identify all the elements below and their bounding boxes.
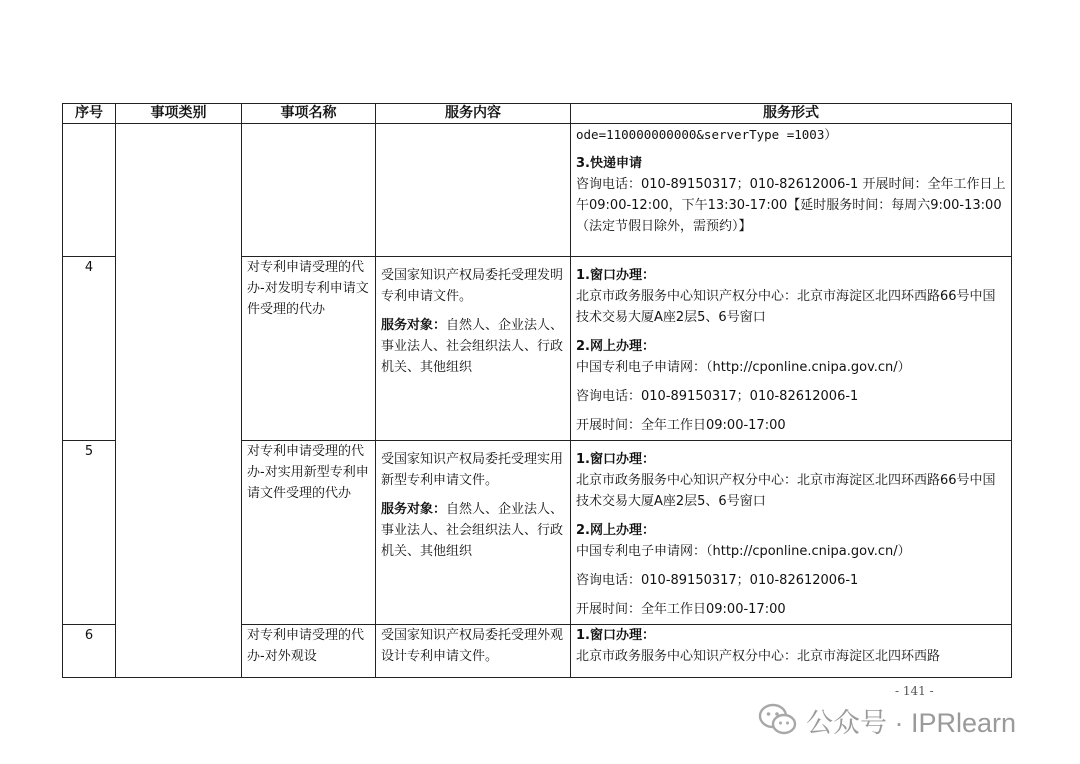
paragraph-gap <box>576 407 1006 415</box>
service-form-heading: 1.窗口办理： <box>576 452 655 467</box>
cell-item-name: 对专利申请受理的代办-对实用新型专利申请文件受理的代办 <box>242 441 376 625</box>
cell-item-name: 对专利申请受理的代办-对发明专利申请文件受理的代办 <box>242 257 376 441</box>
cell-seq: 4 <box>63 257 116 441</box>
service-form-heading: 1.窗口办理： <box>576 268 655 283</box>
cell-category <box>116 124 242 678</box>
cell-seq: 6 <box>63 625 116 678</box>
cell-service-form <box>571 441 1012 625</box>
service-form-heading: 2.网上办理： <box>576 339 655 354</box>
service-form-text: 咨询电话：010-89150317；010-82612006-1 <box>576 389 859 404</box>
table-row-continued <box>63 124 1012 257</box>
paragraph-gap <box>576 562 1006 570</box>
cell-service-content <box>376 625 571 678</box>
paragraph-gap <box>576 512 1006 520</box>
service-form-heading: 3.快递申请 <box>576 156 642 171</box>
service-form-text: ode=110000000000&serverType =1003） <box>576 127 837 142</box>
service-content-text: 受国家知识产权局委托受理外观设计专利申请文件。 <box>381 628 564 664</box>
service-form-heading: 2.网上办理： <box>576 523 655 538</box>
page-number: - 141 - <box>895 684 934 698</box>
cell-service-content <box>376 124 571 257</box>
header-seq: 序号 <box>63 104 116 124</box>
header-item-name: 事项名称 <box>242 104 376 124</box>
cell-service-content <box>376 441 571 625</box>
paragraph-gap <box>576 378 1006 386</box>
header-service-content: 服务内容 <box>376 104 571 124</box>
cell-seq <box>63 124 116 257</box>
service-form-text: 中国专利电子申请网：（http://cponline.cnipa.gov.cn/） <box>576 360 911 375</box>
service-form-heading: 1.窗口办理： <box>576 628 655 643</box>
service-table <box>62 103 1012 678</box>
service-target-value: 自然人、企业法人、事业法人、社会组织法人、行政机关、其他组织 <box>381 318 564 375</box>
watermark <box>758 700 1016 740</box>
service-form-text: 中国专利电子申请网：（http://cponline.cnipa.gov.cn/） <box>576 544 911 559</box>
service-target <box>381 499 565 562</box>
cell-item-name <box>242 124 376 257</box>
cell-service-form <box>571 625 1012 678</box>
service-form-text: 开展时间：全年工作日09:00-17:00 <box>576 602 786 617</box>
header-category: 事项类别 <box>116 104 242 124</box>
cell-seq: 5 <box>63 441 116 625</box>
service-form-text: 北京市政务服务中心知识产权分中心：北京市海淀区北四环西路66号中国技术交易大厦A座2层5、6号窗口 <box>576 473 996 509</box>
service-target <box>381 315 565 378</box>
service-form-text: 开展时间：全年工作日09:00-17:00 <box>576 418 786 433</box>
cell-service-content <box>376 257 571 441</box>
cell-item-name: 对专利申请受理的代办-对外观设 <box>242 625 376 678</box>
service-content-text: 受国家知识产权局委托受理发明专利申请文件。 <box>381 268 564 304</box>
service-target-label: 服务对象： <box>381 502 447 517</box>
service-form-text: 咨询电话：010-89150317；010-82612006-1 <box>576 573 859 588</box>
paragraph-gap <box>576 591 1006 599</box>
paragraph-gap <box>576 145 1006 153</box>
wechat-icon <box>758 702 798 738</box>
cell-service-form <box>571 257 1012 441</box>
service-form-text: 北京市政务服务中心知识产权分中心：北京市海淀区北四环西路 <box>576 649 941 664</box>
table-header-row <box>63 104 1012 124</box>
service-target-label: 服务对象： <box>381 318 447 333</box>
service-form-text: 咨询电话：010-89150317；010-82612006-1 开展时间：全年工作日上午09:00-12:00，下午13:30-17:00【延时服务时间：每周六9:00-13:00（法定节假日除外，需预约）】 <box>576 177 1006 234</box>
service-form-text: 北京市政务服务中心知识产权分中心：北京市海淀区北四环西路66号中国技术交易大厦A座2层5、6号窗口 <box>576 289 996 325</box>
cell-service-form <box>571 124 1012 257</box>
service-content-text: 受国家知识产权局委托受理实用新型专利申请文件。 <box>381 452 564 488</box>
service-target-value: 自然人、企业法人、事业法人、社会组织法人、行政机关、其他组织 <box>381 502 564 559</box>
paragraph-gap <box>576 328 1006 336</box>
watermark-text: 公众号 · IPRlearn <box>806 707 1017 738</box>
header-service-form: 服务形式 <box>571 104 1012 124</box>
